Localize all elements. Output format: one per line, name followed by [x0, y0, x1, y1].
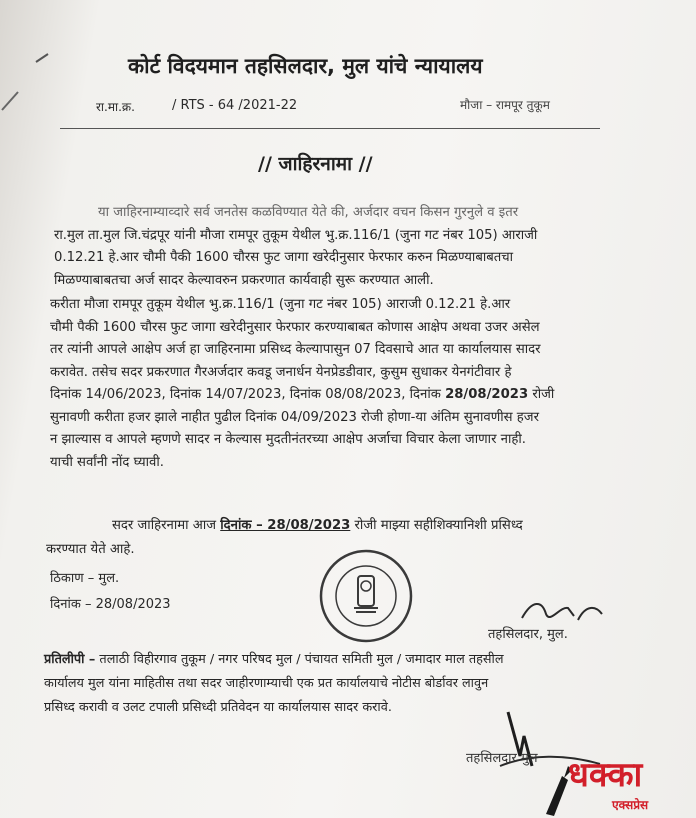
paragraph-line: करीता मौजा रामपूर तुकूम येथील भु.क्र.116/1 (जुना गट नंबर 105) आराजी 0.12.21 हे.आर: [50, 297, 511, 312]
notice-paragraph-1: [54, 202, 537, 292]
notice-heading: // जाहिरनामा //: [258, 153, 373, 175]
office-seal-stamp: [318, 548, 414, 644]
reference-number: / RTS - 64 /2021-22: [172, 98, 298, 113]
paragraph-line: न झाल्यास व आपले म्हणणे सादर न केल्यास मुदतीनंतरच्या आक्षेप अर्जाचा विचार केला जाणार नाही.: [50, 432, 526, 447]
paragraph-line: तर त्यांनी आपले आक्षेप अर्ज हा जाहिरनामा प्रसिध्द केल्यापासुन 07 दिवसाचे आत या कार्यालयास सादर: [50, 342, 541, 357]
place-line: ठिकाण – मुल.: [50, 571, 120, 586]
logo-main-text: धक्का: [568, 755, 643, 795]
paragraph-line: या जाहिरनाम्याव्दारे सर्व जनतेस कळविण्यात येते की, अर्जदार वचन किसन गुरनुले व इतर: [98, 205, 519, 220]
margin-pencil-marks: [0, 40, 60, 120]
village-name: मौजा – रामपूर तुकूम: [460, 98, 550, 112]
hearing-dates-suffix: रोजी: [532, 387, 555, 402]
copy-line: प्रसिध्द करावी व उलट टपाली प्रसिध्दी प्रतिवेदन या कार्यालयास सादर करावे.: [44, 700, 392, 715]
paragraph-line: चौमी पैकी 1600 चौरस फुट जागा खरेदीनुसार फेरफार करण्याबाबत कोणास आक्षेप अथवा उजर असेल: [50, 319, 540, 335]
court-title: कोर्ट विदयमान तहसिलदार, मुल यांचे न्यायालय: [128, 54, 483, 78]
copy-label: प्रतिलीपी –: [44, 652, 96, 667]
signature-scrawl: [516, 596, 606, 626]
paragraph-line: करावेत. तसेच सदर प्रकरणात गैरअर्जदार कवडू जनार्धन येनप्रेडडीवार, कुसुम सुधाकर येनगंटीवार हे: [50, 364, 512, 380]
copy-line: [44, 648, 504, 672]
paragraph-line: रा.मुल ता.मुल जि.चंद्रपूर यांनी मौजा रामपूर तुकूम येथील भु.क्र.116/1 (जुना गट नंबर 105) आराजी: [54, 227, 538, 243]
paragraph-line: मिळण्याबाबतचा अर्ज सादर केल्यावरुन प्रकरणात कार्यवाही सुरू करण्यात आली.: [54, 272, 434, 288]
header-divider: [60, 128, 600, 129]
publication-prefix: सदर जाहिरनामा आज: [112, 518, 217, 533]
notice-paragraph-2: [50, 294, 554, 474]
signatory-title: तहसिलदार, मुल.: [488, 627, 568, 642]
hearing-dates-line: [50, 384, 554, 407]
notice-paragraph-3: [46, 514, 523, 562]
logo-sub-text: एक्सप्रेस: [612, 798, 649, 812]
copy-recipients: तलाठी विहीरगाव तुकूम / नगर परिषद मुल / पंचायत समिती मुल / जमादार माल तहसील: [99, 652, 504, 667]
copy-line: कार्यालय मुल यांना माहितीस तथा सदर जाहीरणाम्याची एक प्रत कार्यालयाचे नोटीस बोर्डावर लावुन: [44, 676, 489, 691]
publication-line: [46, 514, 523, 538]
hearing-dates: दिनांक 14/06/2023, दिनांक 14/07/2023, दिनांक 08/08/2023, दिनांक: [50, 387, 441, 402]
paragraph-line: सुनावणी करीता हजर झाले नाहीत पुढील दिनांक 04/09/2023 रोजी होणा-या अंतिम सुनावणीस हजर: [50, 409, 539, 425]
copy-to-section: [44, 648, 504, 720]
date-line: दिनांक – 28/08/2023: [50, 597, 171, 612]
publication-suffix: रोजी माझ्या सहीशिक्यानिशी प्रसिध्द: [354, 518, 523, 533]
paragraph-line: याची सर्वांनी नोंद घ्यावी.: [50, 454, 164, 470]
last-hearing-date: 28/08/2023: [445, 387, 529, 402]
reference-label: रा.मा.क्र.: [96, 100, 135, 114]
bottom-signatory: तहसिलदार मुल: [466, 751, 538, 766]
publication-date: दिनांक – 28/08/2023: [220, 518, 351, 533]
paragraph-line: 0.12.21 हे.आर चौमी पैकी 1600 चौरस फुट जागा खरेदीनुसार फेरफार करुन मिळण्याबाबतचा: [54, 250, 514, 265]
publication-line-2: करण्यात येते आहे.: [46, 542, 135, 557]
